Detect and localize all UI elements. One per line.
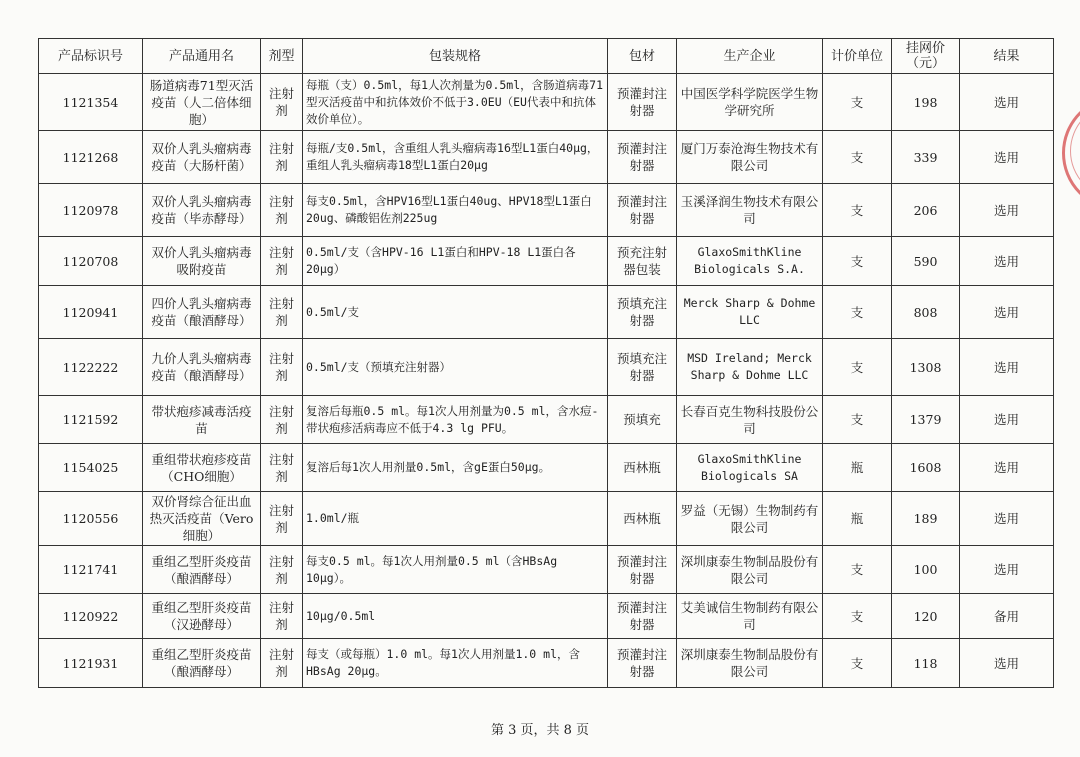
- header-cell: 挂网价（元）: [892, 39, 960, 74]
- manufacturer-cell: 玉溪泽润生物技术有限公司: [677, 184, 823, 237]
- product-id-cell: 1121931: [39, 639, 143, 688]
- package-spec-cell: 复溶后每瓶0.5 ml。每1次人用剂量为0.5 ml，含水痘-带状疱疹活病毒应不低于4.3 lg PFU。: [303, 396, 608, 444]
- table-row: [39, 131, 1054, 184]
- dosage-form-cell: 注射剂: [261, 396, 303, 444]
- page-footer: 第 3 页，共 8 页: [490, 723, 590, 738]
- package-material-cell: 西林瓶: [608, 444, 677, 492]
- table-row: [39, 444, 1054, 492]
- result-cell: 选用: [960, 74, 1054, 131]
- header-cell: 包装规格: [303, 39, 608, 74]
- header-cell: 剂型: [261, 39, 303, 74]
- product-id-cell: 1121268: [39, 131, 143, 184]
- product-id-cell: 1122222: [39, 339, 143, 396]
- dosage-form-cell: 注射剂: [261, 74, 303, 131]
- header-cell: 产品通用名: [143, 39, 261, 74]
- price-cell: 100: [892, 546, 960, 594]
- table-header-row: [39, 39, 1054, 74]
- package-material-cell: 预填充注射器: [608, 339, 677, 396]
- product-name-cell: 肠道病毒71型灭活疫苗（人二倍体细胞）: [143, 74, 261, 131]
- manufacturer-cell: Merck Sharp & Dohme LLC: [677, 286, 823, 339]
- manufacturer-cell: 艾美诚信生物制药有限公司: [677, 594, 823, 639]
- manufacturer-cell: GlaxoSmithKline Biologicals SA: [677, 444, 823, 492]
- package-spec-cell: 10μg/0.5ml: [303, 594, 608, 639]
- manufacturer-cell: 深圳康泰生物制品股份有限公司: [677, 546, 823, 594]
- product-name-cell: 重组乙型肝炎疫苗（酿酒酵母）: [143, 546, 261, 594]
- package-material-cell: 预填充: [608, 396, 677, 444]
- dosage-form-cell: 注射剂: [261, 492, 303, 546]
- result-cell: 选用: [960, 286, 1054, 339]
- package-material-cell: 预灌封注射器: [608, 546, 677, 594]
- manufacturer-cell: GlaxoSmithKline Biologicals S.A.: [677, 237, 823, 286]
- table-row: [39, 74, 1054, 131]
- price-cell: 198: [892, 74, 960, 131]
- result-cell: 选用: [960, 639, 1054, 688]
- header-cell: 包材: [608, 39, 677, 74]
- manufacturer-cell: MSD Ireland; Merck Sharp & Dohme LLC: [677, 339, 823, 396]
- package-material-cell: 预填充注射器: [608, 286, 677, 339]
- manufacturer-cell: 中国医学科学院医学生物学研究所: [677, 74, 823, 131]
- package-spec-cell: 0.5ml/支: [303, 286, 608, 339]
- table-row: [39, 396, 1054, 444]
- product-id-cell: 1120941: [39, 286, 143, 339]
- header-cell: 计价单位: [823, 39, 892, 74]
- price-unit-cell: 支: [823, 639, 892, 688]
- package-material-cell: 西林瓶: [608, 492, 677, 546]
- table-row: [39, 639, 1054, 688]
- price-cell: 1308: [892, 339, 960, 396]
- product-name-cell: 双价人乳头瘤病毒吸附疫苗: [143, 237, 261, 286]
- product-id-cell: 1120978: [39, 184, 143, 237]
- package-material-cell: 预灌封注射器: [608, 131, 677, 184]
- table-row: [39, 594, 1054, 639]
- product-id-cell: 1121354: [39, 74, 143, 131]
- result-cell: 选用: [960, 184, 1054, 237]
- dosage-form-cell: 注射剂: [261, 444, 303, 492]
- dosage-form-cell: 注射剂: [261, 131, 303, 184]
- table-row: [39, 546, 1054, 594]
- product-name-cell: 双价人乳头瘤病毒疫苗（大肠杆菌）: [143, 131, 261, 184]
- header-cell: 结果: [960, 39, 1054, 74]
- price-unit-cell: 支: [823, 184, 892, 237]
- header-cell: 产品标识号: [39, 39, 143, 74]
- manufacturer-cell: 深圳康泰生物制品股份有限公司: [677, 639, 823, 688]
- manufacturer-cell: 长春百克生物科技股份公司: [677, 396, 823, 444]
- result-cell: 选用: [960, 237, 1054, 286]
- table-row: [39, 237, 1054, 286]
- product-name-cell: 重组乙型肝炎疫苗（汉逊酵母）: [143, 594, 261, 639]
- package-spec-cell: 1.0ml/瓶: [303, 492, 608, 546]
- price-cell: 206: [892, 184, 960, 237]
- price-cell: 339: [892, 131, 960, 184]
- table-row: [39, 492, 1054, 546]
- package-material-cell: 预灌封注射器: [608, 184, 677, 237]
- product-id-cell: 1120922: [39, 594, 143, 639]
- manufacturer-cell: 罗益（无锡）生物制药有限公司: [677, 492, 823, 546]
- product-id-cell: 1154025: [39, 444, 143, 492]
- package-spec-cell: 0.5ml/支（含HPV-16 L1蛋白和HPV-18 L1蛋白各20μg）: [303, 237, 608, 286]
- result-cell: 选用: [960, 396, 1054, 444]
- result-cell: 选用: [960, 339, 1054, 396]
- manufacturer-cell: 厦门万泰沧海生物技术有限公司: [677, 131, 823, 184]
- price-unit-cell: 支: [823, 131, 892, 184]
- product-name-cell: 四价人乳头瘤病毒疫苗（酿酒酵母）: [143, 286, 261, 339]
- price-unit-cell: 瓶: [823, 444, 892, 492]
- product-name-cell: 双价人乳头瘤病毒疫苗（毕赤酵母）: [143, 184, 261, 237]
- table-row: [39, 286, 1054, 339]
- table-row: [39, 339, 1054, 396]
- product-id-cell: 1121592: [39, 396, 143, 444]
- package-material-cell: 预灌封注射器: [608, 594, 677, 639]
- dosage-form-cell: 注射剂: [261, 237, 303, 286]
- price-unit-cell: 支: [823, 74, 892, 131]
- result-cell: 选用: [960, 444, 1054, 492]
- package-spec-cell: 复溶后每1次人用剂量0.5ml，含gE蛋白50μg。: [303, 444, 608, 492]
- price-unit-cell: 支: [823, 546, 892, 594]
- price-cell: 590: [892, 237, 960, 286]
- package-spec-cell: 每支0.5 ml。每1次人用剂量0.5 ml（含HBsAg 10μg）。: [303, 546, 608, 594]
- product-name-cell: 双价肾综合征出血热灭活疫苗（Vero细胞）: [143, 492, 261, 546]
- product-id-cell: 1121741: [39, 546, 143, 594]
- result-cell: 选用: [960, 131, 1054, 184]
- result-cell: 备用: [960, 594, 1054, 639]
- dosage-form-cell: 注射剂: [261, 639, 303, 688]
- package-spec-cell: 每支（或每瓶）1.0 ml。每1次人用剂量1.0 ml，含HBsAg 20μg。: [303, 639, 608, 688]
- dosage-form-cell: 注射剂: [261, 184, 303, 237]
- package-spec-cell: 每支0.5ml，含HPV16型L1蛋白40ug、HPV18型L1蛋白20ug、磷酸铝佐剂225ug: [303, 184, 608, 237]
- price-cell: 118: [892, 639, 960, 688]
- dosage-form-cell: 注射剂: [261, 546, 303, 594]
- product-name-cell: 九价人乳头瘤病毒疫苗（酿酒酵母）: [143, 339, 261, 396]
- product-name-cell: 带状疱疹减毒活疫苗: [143, 396, 261, 444]
- header-cell: 生产企业: [677, 39, 823, 74]
- product-name-cell: 重组乙型肝炎疫苗（酿酒酵母）: [143, 639, 261, 688]
- result-cell: 选用: [960, 546, 1054, 594]
- price-table: [38, 38, 1054, 688]
- result-cell: 选用: [960, 492, 1054, 546]
- product-id-cell: 1120556: [39, 492, 143, 546]
- package-spec-cell: 0.5ml/支（预填充注射器）: [303, 339, 608, 396]
- dosage-form-cell: 注射剂: [261, 286, 303, 339]
- price-unit-cell: 支: [823, 286, 892, 339]
- price-cell: 189: [892, 492, 960, 546]
- dosage-form-cell: 注射剂: [261, 594, 303, 639]
- price-cell: 808: [892, 286, 960, 339]
- price-unit-cell: 支: [823, 396, 892, 444]
- price-unit-cell: 支: [823, 237, 892, 286]
- dosage-form-cell: 注射剂: [261, 339, 303, 396]
- package-spec-cell: 每瓶（支）0.5ml，每1人次剂量为0.5ml，含肠道病毒71型灭活疫苗中和抗体效价不低于3.0EU（EU代表中和抗体效价单位）。: [303, 74, 608, 131]
- product-id-cell: 1120708: [39, 237, 143, 286]
- package-spec-cell: 每瓶/支0.5ml，含重组人乳头瘤病毒16型L1蛋白40μg，重组人乳头瘤病毒18型L1蛋白20μg: [303, 131, 608, 184]
- price-unit-cell: 瓶: [823, 492, 892, 546]
- price-cell: 120: [892, 594, 960, 639]
- price-cell: 1379: [892, 396, 960, 444]
- product-name-cell: 重组带状疱疹疫苗（CHO细胞）: [143, 444, 261, 492]
- package-material-cell: 预充注射器包装: [608, 237, 677, 286]
- package-material-cell: 预灌封注射器: [608, 74, 677, 131]
- table-row: [39, 184, 1054, 237]
- package-material-cell: 预灌封注射器: [608, 639, 677, 688]
- price-unit-cell: 支: [823, 339, 892, 396]
- price-cell: 1608: [892, 444, 960, 492]
- price-unit-cell: 支: [823, 594, 892, 639]
